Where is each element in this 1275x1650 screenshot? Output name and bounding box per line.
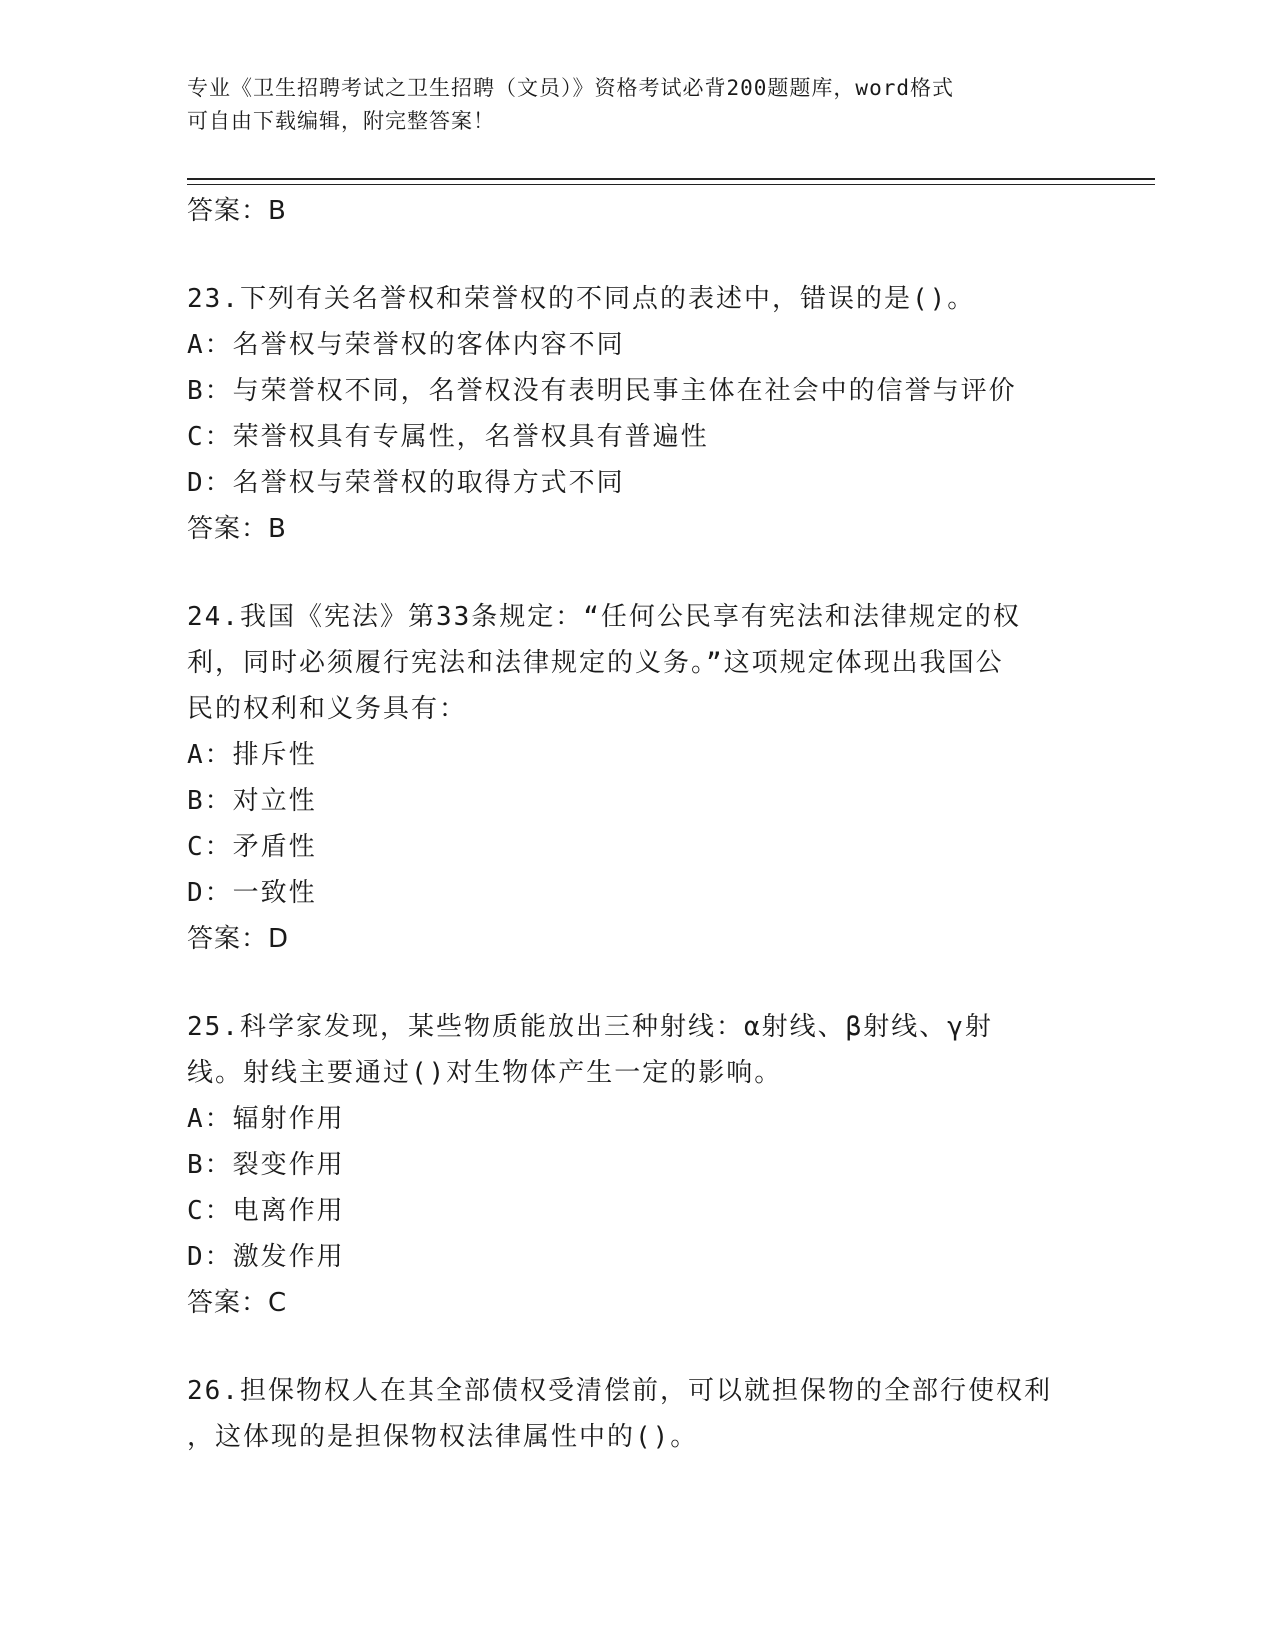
option-a: A：辐射作用 [187, 1104, 345, 1134]
answer-label: 答案：B [187, 514, 287, 544]
option-b: B：对立性 [187, 786, 317, 816]
question-26 [187, 1368, 1087, 1460]
question-stem-line: ，这体现的是担保物权法律属性中的()。 [187, 1422, 699, 1452]
question-stem-line: 利，同时必须履行宪法和法律规定的义务。”这项规定体现出我国公 [187, 648, 1004, 678]
option-d: D：激发作用 [187, 1242, 345, 1272]
option-a: A：排斥性 [187, 740, 317, 770]
question-23 [187, 276, 1087, 552]
question-stem-line: 24.我国《宪法》第33条规定：“任何公民享有宪法和法律规定的权 [187, 602, 1021, 632]
option-a: A：名誉权与荣誉权的客体内容不同 [187, 330, 625, 360]
document-header [187, 72, 1067, 138]
option-c: C：荣誉权具有专属性，名誉权具有普遍性 [187, 422, 709, 452]
option-b: B：裂变作用 [187, 1150, 345, 1180]
question-stem-line: 26.担保物权人在其全部债权受清偿前，可以就担保物的全部行使权利 [187, 1376, 1052, 1406]
question-list [187, 188, 1087, 1460]
question-stem-line: 25.科学家发现，某些物质能放出三种射线：α射线、β射线、γ射 [187, 1012, 993, 1042]
question-24 [187, 594, 1087, 962]
option-b: B：与荣誉权不同，名誉权没有表明民事主体在社会中的信誉与评价 [187, 376, 1017, 406]
question-25 [187, 1004, 1087, 1326]
option-d: D：名誉权与荣誉权的取得方式不同 [187, 468, 625, 498]
option-c: C：矛盾性 [187, 832, 317, 862]
answer-label: 答案：C [187, 1288, 288, 1318]
option-c: C：电离作用 [187, 1196, 345, 1226]
header-line-1: 专业《卫生招聘考试之卫生招聘（文员）》资格考试必背200题题库，word格式 [187, 76, 954, 100]
header-line-2: 可自由下载编辑，附完整答案！ [187, 109, 495, 133]
answer-label: 答案：D [187, 924, 290, 954]
question-stem-line: 23.下列有关名誉权和荣誉权的不同点的表述中，错误的是()。 [187, 284, 976, 314]
header-divider-thin [187, 184, 1155, 185]
question-stem-line: 线。射线主要通过()对生物体产生一定的影响。 [187, 1058, 783, 1088]
option-d: D：一致性 [187, 878, 317, 908]
previous-answer: 答案：B [187, 196, 287, 226]
question-stem-line: 民的权利和义务具有： [187, 694, 468, 724]
header-divider-thick [187, 178, 1155, 180]
